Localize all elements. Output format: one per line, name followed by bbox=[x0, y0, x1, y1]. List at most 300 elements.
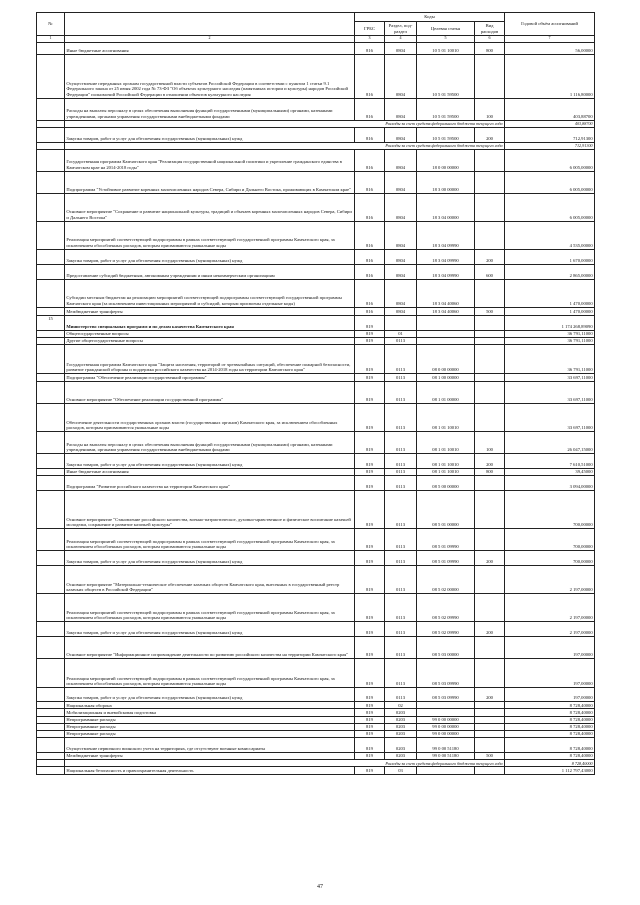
row-target-article: 08 5 03 09990 bbox=[417, 688, 475, 702]
row-sum: 8 728,40000 bbox=[505, 702, 595, 709]
row-expense-type bbox=[475, 723, 505, 730]
row-name: Министерство специальных программ и по делам казачества Камчатского края bbox=[65, 315, 355, 330]
row-expense-type bbox=[475, 476, 505, 491]
row-name: Государственная программа Камчатского края "Реализация государственной национальной политики и укрепление гражданского единства в Камчатском крае на 2014-2018 годы" bbox=[65, 149, 355, 171]
row-name: Основное мероприятие "Становление российского казачества, военно-патриотическое, духовно-нравственное и физическое воспитание казачьей молодежи, сохранение и развитие казачьей культуры" bbox=[65, 491, 355, 529]
row-sum: 712,91300 bbox=[505, 127, 595, 142]
row-target-article: 18 0 00 00000 bbox=[417, 149, 475, 171]
row-name: Непрограммные расходы bbox=[65, 730, 355, 737]
row-number bbox=[37, 453, 65, 468]
row-target-article: 08 1 01 10010 bbox=[417, 431, 475, 453]
table-row bbox=[37, 453, 595, 468]
row-expense-type bbox=[475, 171, 505, 193]
row-expense-type: 600 bbox=[475, 264, 505, 279]
table-row bbox=[37, 491, 595, 529]
row-grbs: 816 bbox=[355, 149, 385, 171]
row-name: Расходы на выплаты персоналу в целях обеспечения выполнения функций государственными (муниципальными) органами, казенными учреждениями, органами управления государственными внебюджетными фондами bbox=[65, 98, 355, 120]
row-name: Межбюджетные трансферты bbox=[65, 307, 355, 315]
row-sum: 8 728,40000 bbox=[505, 723, 595, 730]
row-razdel: 0113 bbox=[385, 403, 417, 431]
row-expense-type bbox=[475, 193, 505, 221]
header-cs: Целевая статья bbox=[417, 22, 475, 36]
table-row bbox=[37, 221, 595, 249]
table-note-row bbox=[37, 760, 595, 767]
row-number bbox=[37, 249, 65, 264]
row-sum: 36 791,11000 bbox=[505, 330, 595, 337]
row-name: Непрограммные расходы bbox=[65, 723, 355, 730]
table-row bbox=[37, 767, 595, 775]
row-grbs: 819 bbox=[355, 767, 385, 775]
row-target-article: 08 1 01 10010 bbox=[417, 453, 475, 468]
table-row bbox=[37, 431, 595, 453]
row-sum: 33 697,11000 bbox=[505, 403, 595, 431]
table-row bbox=[37, 753, 595, 760]
row-name: Реализация мероприятий соответствующей подпрограммы в рамках соответствующей государственной программы Камчатского края, за исключением обособленных расходов, которым присваиваются уникальные коды bbox=[65, 529, 355, 551]
table-row bbox=[37, 337, 595, 344]
row-name: Мобилизационная и вневойсковая подготовка bbox=[65, 709, 355, 716]
row-grbs: 819 bbox=[355, 453, 385, 468]
row-razdel: 0113 bbox=[385, 566, 417, 594]
row-number bbox=[37, 594, 65, 622]
table-row bbox=[37, 702, 595, 709]
table-row bbox=[37, 723, 595, 730]
table-row bbox=[37, 529, 595, 551]
row-razdel: 0113 bbox=[385, 688, 417, 702]
row-number bbox=[37, 551, 65, 566]
row-expense-type bbox=[475, 738, 505, 753]
table-note-row bbox=[37, 120, 595, 127]
page-number: 47 bbox=[317, 884, 323, 890]
table-row bbox=[37, 264, 595, 279]
row-target-article: 99 0 00 00000 bbox=[417, 716, 475, 723]
row-number bbox=[37, 54, 65, 98]
row-grbs: 819 bbox=[355, 659, 385, 688]
table-row bbox=[37, 637, 595, 659]
row-razdel: 0203 bbox=[385, 716, 417, 723]
row-razdel: 0113 bbox=[385, 373, 417, 381]
row-grbs: 819 bbox=[355, 688, 385, 702]
row-sum: 33 697,11000 bbox=[505, 373, 595, 381]
row-sum: 403,88700 bbox=[505, 98, 595, 120]
row-target-article: 08 5 03 09990 bbox=[417, 659, 475, 688]
note-text: Расходы за счет средств федерального бюджета текущего года bbox=[65, 760, 505, 767]
row-expense-type bbox=[475, 330, 505, 337]
row-expense-type: 800 bbox=[475, 42, 505, 54]
row-name: Другие общегосударственные вопросы bbox=[65, 337, 355, 344]
row-razdel: 0804 bbox=[385, 171, 417, 193]
row-grbs: 819 bbox=[355, 594, 385, 622]
row-name: Закупка товаров, работ и услуг для обеспечения государственных (муниципальных) нужд bbox=[65, 453, 355, 468]
row-expense-type bbox=[475, 279, 505, 307]
row-razdel: 0113 bbox=[385, 622, 417, 637]
column-index-cell: 5 bbox=[417, 36, 475, 43]
row-sum: 4 535,00000 bbox=[505, 221, 595, 249]
row-razdel: 0113 bbox=[385, 344, 417, 373]
table-row bbox=[37, 716, 595, 723]
table-row bbox=[37, 622, 595, 637]
table-row bbox=[37, 249, 595, 264]
row-razdel: 0203 bbox=[385, 709, 417, 716]
row-number bbox=[37, 723, 65, 730]
row-name: Закупка товаров, работ и услуг для обеспечения государственных (муниципальных) нужд bbox=[65, 249, 355, 264]
note-sum: 712,91300 bbox=[505, 142, 595, 149]
row-expense-type bbox=[475, 373, 505, 381]
row-number bbox=[37, 702, 65, 709]
row-number bbox=[37, 730, 65, 737]
table-row bbox=[37, 709, 595, 716]
row-number bbox=[37, 193, 65, 221]
row-target-article: 18 3 04 00000 bbox=[417, 193, 475, 221]
row-target-article: 18 3 04 09990 bbox=[417, 249, 475, 264]
table-row bbox=[37, 468, 595, 475]
row-number bbox=[37, 753, 65, 760]
row-number bbox=[37, 476, 65, 491]
column-index-cell: 3 bbox=[355, 36, 385, 43]
row-razdel: 0804 bbox=[385, 127, 417, 142]
row-sum: 2 197,00000 bbox=[505, 594, 595, 622]
row-expense-type: 200 bbox=[475, 622, 505, 637]
table-row bbox=[37, 688, 595, 702]
row-grbs: 819 bbox=[355, 330, 385, 337]
row-number bbox=[37, 307, 65, 315]
row-grbs: 816 bbox=[355, 42, 385, 54]
row-name: Предоставление субсидий бюджетным, автономным учреждениям и иным некоммерческим организациям bbox=[65, 264, 355, 279]
table-row bbox=[37, 566, 595, 594]
row-target-article: 10 5 01 59500 bbox=[417, 127, 475, 142]
row-grbs: 819 bbox=[355, 551, 385, 566]
row-grbs: 819 bbox=[355, 315, 385, 330]
row-grbs: 816 bbox=[355, 193, 385, 221]
row-expense-type: 200 bbox=[475, 127, 505, 142]
row-target-article: 08 5 01 09990 bbox=[417, 529, 475, 551]
row-expense-type: 200 bbox=[475, 551, 505, 566]
row-razdel: 0113 bbox=[385, 468, 417, 475]
row-number bbox=[37, 738, 65, 753]
header-total: Годовой объём ассигнований bbox=[505, 13, 595, 36]
row-number bbox=[37, 637, 65, 659]
row-sum: 6 005,00000 bbox=[505, 193, 595, 221]
row-razdel: 0804 bbox=[385, 54, 417, 98]
row-grbs: 819 bbox=[355, 566, 385, 594]
row-expense-type bbox=[475, 702, 505, 709]
row-grbs: 819 bbox=[355, 373, 385, 381]
row-number bbox=[37, 431, 65, 453]
row-expense-type bbox=[475, 767, 505, 775]
row-sum: 2 197,00000 bbox=[505, 622, 595, 637]
table-row bbox=[37, 551, 595, 566]
row-expense-type bbox=[475, 381, 505, 403]
row-razdel: 0113 bbox=[385, 594, 417, 622]
row-expense-type: 100 bbox=[475, 98, 505, 120]
row-name: Основное мероприятие "Сохранение и развитие национальной культуры, традиций и обычаев коренных малочисленных народов Севера, Сибири и Дальнего Востока" bbox=[65, 193, 355, 221]
row-razdel: 0113 bbox=[385, 529, 417, 551]
table-row bbox=[37, 344, 595, 373]
table-row bbox=[37, 315, 595, 330]
row-grbs: 816 bbox=[355, 264, 385, 279]
row-target-article: 08 1 01 10010 bbox=[417, 468, 475, 475]
row-sum: 700,00000 bbox=[505, 551, 595, 566]
column-index-cell: 4 bbox=[385, 36, 417, 43]
row-grbs: 816 bbox=[355, 279, 385, 307]
row-grbs: 816 bbox=[355, 249, 385, 264]
row-razdel: 01 bbox=[385, 330, 417, 337]
row-razdel: 0113 bbox=[385, 659, 417, 688]
row-target-article: 08 5 02 09990 bbox=[417, 622, 475, 637]
row-name: Межбюджетные трансферты bbox=[65, 753, 355, 760]
row-sum: 56,00000 bbox=[505, 42, 595, 54]
row-name: Подпрограмма "Обеспечение реализации государственной программы" bbox=[65, 373, 355, 381]
row-razdel: 0804 bbox=[385, 42, 417, 54]
row-number bbox=[37, 468, 65, 475]
row-name: Закупка товаров, работ и услуг для обеспечения государственных (муниципальных) нужд bbox=[65, 688, 355, 702]
row-number bbox=[37, 659, 65, 688]
row-number bbox=[37, 149, 65, 171]
row-target-article: 08 5 00 00000 bbox=[417, 476, 475, 491]
row-name: Государственная программа Камчатского края "Защита населения, территорий от чрезвычайных ситуаций, обеспечение пожарной безопасности, развитие гражданской обороны и поддержка российского казачества на 2014-2018 годы на территории Камчатского края" bbox=[65, 344, 355, 373]
row-target-article: 10 5 01 59500 bbox=[417, 54, 475, 98]
table-row bbox=[37, 381, 595, 403]
row-sum: 197,00000 bbox=[505, 637, 595, 659]
row-grbs: 819 bbox=[355, 491, 385, 529]
row-name: Реализация мероприятий соответствующей подпрограммы в рамках соответствующей государственной программы Камчатского края, за исключением обособленных расходов, которым присваиваются уникальные коды bbox=[65, 594, 355, 622]
table-row bbox=[37, 738, 595, 753]
row-sum: 3 094,00000 bbox=[505, 476, 595, 491]
row-number bbox=[37, 127, 65, 142]
row-target-article: 99 0 00 51180 bbox=[417, 753, 475, 760]
table-row bbox=[37, 149, 595, 171]
header-codes: Коды bbox=[355, 13, 505, 22]
row-target-article: 10 5 01 10010 bbox=[417, 42, 475, 54]
row-target-article: 08 0 00 00000 bbox=[417, 344, 475, 373]
row-expense-type bbox=[475, 637, 505, 659]
row-sum: 7 610,51000 bbox=[505, 453, 595, 468]
row-razdel: 0804 bbox=[385, 307, 417, 315]
note-empty-cell bbox=[37, 142, 65, 149]
row-sum: 8 728,40000 bbox=[505, 738, 595, 753]
row-expense-type: 100 bbox=[475, 431, 505, 453]
table-row bbox=[37, 476, 595, 491]
row-sum: 6 005,00000 bbox=[505, 149, 595, 171]
row-target-article: 08 1 00 00000 bbox=[417, 373, 475, 381]
row-expense-type bbox=[475, 344, 505, 373]
row-name: Подпрограмма "Устойчивое развитие коренных малочисленных народов Севера, Сибири и Дальнего Востока, проживающих в Камчатском крае" bbox=[65, 171, 355, 193]
note-empty-cell bbox=[37, 120, 65, 127]
row-grbs: 819 bbox=[355, 468, 385, 475]
row-grbs: 816 bbox=[355, 54, 385, 98]
row-sum: 36 791,11000 bbox=[505, 337, 595, 344]
row-razdel: 0804 bbox=[385, 193, 417, 221]
row-grbs: 819 bbox=[355, 723, 385, 730]
row-razdel: 0113 bbox=[385, 637, 417, 659]
row-razdel: 03 bbox=[385, 767, 417, 775]
row-razdel: 0804 bbox=[385, 149, 417, 171]
row-expense-type bbox=[475, 716, 505, 723]
row-sum: 1 174 268,89090 bbox=[505, 315, 595, 330]
row-name: Закупка товаров, работ и услуг для обеспечения государственных (муниципальных) нужд bbox=[65, 622, 355, 637]
row-number bbox=[37, 688, 65, 702]
table-row bbox=[37, 54, 595, 98]
row-name: Субсидии местным бюджетам на реализацию мероприятий соответствующей подпрограммы соответствующей государственной программы Камчатского края (за исключением инвестиционных мероприятий и субсидий, которым присвоены отдельные коды) bbox=[65, 279, 355, 307]
row-name: Иные бюджетные ассигнования bbox=[65, 468, 355, 475]
row-expense-type bbox=[475, 149, 505, 171]
row-name: Закупка товаров, работ и услуг для обеспечения государственных (муниципальных) нужд bbox=[65, 551, 355, 566]
note-sum: 8 728,40000 bbox=[505, 760, 595, 767]
row-number bbox=[37, 529, 65, 551]
row-grbs: 816 bbox=[355, 221, 385, 249]
header-razdel: Раздел, под-раздел bbox=[385, 22, 417, 36]
row-number bbox=[37, 403, 65, 431]
column-index-row bbox=[37, 36, 595, 43]
row-grbs: 816 bbox=[355, 127, 385, 142]
row-target-article: 08 5 01 09990 bbox=[417, 551, 475, 566]
table-row bbox=[37, 307, 595, 315]
row-sum: 8 728,40000 bbox=[505, 709, 595, 716]
row-name: Национальная безопасность и правоохранительная деятельность bbox=[65, 767, 355, 775]
row-name: Национальная оборона bbox=[65, 702, 355, 709]
row-sum: 1 470,00000 bbox=[505, 307, 595, 315]
column-index-cell: 6 bbox=[475, 36, 505, 43]
row-name: Общегосударственные вопросы bbox=[65, 330, 355, 337]
row-target-article: 08 5 03 00000 bbox=[417, 637, 475, 659]
row-name: Осуществление первичного воинского учета на территориях, где отсутствуют военные комиссариаты bbox=[65, 738, 355, 753]
row-grbs: 819 bbox=[355, 403, 385, 431]
row-sum: 1 112 797,43000 bbox=[505, 767, 595, 775]
row-sum: 6 005,00000 bbox=[505, 171, 595, 193]
row-sum: 700,00000 bbox=[505, 491, 595, 529]
row-target-article: 18 3 04 40060 bbox=[417, 279, 475, 307]
row-razdel: 0113 bbox=[385, 476, 417, 491]
row-razdel: 0113 bbox=[385, 551, 417, 566]
row-sum: 2 865,00000 bbox=[505, 264, 595, 279]
row-grbs: 819 bbox=[355, 381, 385, 403]
row-target-article: 08 1 01 00000 bbox=[417, 381, 475, 403]
row-grbs: 819 bbox=[355, 622, 385, 637]
row-name: Основное мероприятие "Информационное сопровождение деятельности по развитию российского казачества на территории Камчатского края" bbox=[65, 637, 355, 659]
row-grbs: 816 bbox=[355, 171, 385, 193]
row-razdel: 0203 bbox=[385, 753, 417, 760]
table-row bbox=[37, 730, 595, 737]
row-grbs: 819 bbox=[355, 337, 385, 344]
budget-page bbox=[36, 12, 594, 775]
row-razdel: 0113 bbox=[385, 381, 417, 403]
row-expense-type bbox=[475, 221, 505, 249]
row-expense-type bbox=[475, 730, 505, 737]
row-target-article bbox=[417, 702, 475, 709]
row-sum: 8 728,40000 bbox=[505, 753, 595, 760]
row-sum: 33 697,11000 bbox=[505, 381, 595, 403]
row-number: 15 bbox=[37, 315, 65, 330]
row-number bbox=[37, 344, 65, 373]
row-number bbox=[37, 171, 65, 193]
row-name: Обеспечение деятельности государственных органов власти (государственных органов) Камчатского края, за исключением обособленных расходов, которым присваиваются уникальные коды bbox=[65, 403, 355, 431]
row-expense-type: 500 bbox=[475, 753, 505, 760]
row-name: Осуществление переданных органам государственной власти субъектов Российской Федерации в соответствии с пунктом 1 статьи 9.1 Федерального закона от 25 июня 2002 года № 73-ФЗ "Об объектах культурного наследия (памятниках истории и культуры) народов Российской Федерации" полномочий Российской Федерации в отношении объектов культурного наследия bbox=[65, 54, 355, 98]
note-text: Расходы за счет средств федерального бюджета текущего года bbox=[65, 142, 505, 149]
table-row bbox=[37, 330, 595, 337]
row-sum: 36 791,11000 bbox=[505, 344, 595, 373]
row-expense-type bbox=[475, 566, 505, 594]
header-num: № bbox=[37, 13, 65, 36]
column-index-cell: 7 bbox=[505, 36, 595, 43]
row-sum: 39,45000 bbox=[505, 468, 595, 475]
row-name: Основное мероприятие "Обеспечение реализации государственной программы" bbox=[65, 381, 355, 403]
row-name: Иные бюджетные ассигнования bbox=[65, 42, 355, 54]
table-row bbox=[37, 403, 595, 431]
row-target-article: 18 3 04 09990 bbox=[417, 221, 475, 249]
row-expense-type bbox=[475, 491, 505, 529]
row-number bbox=[37, 337, 65, 344]
note-empty-cell bbox=[37, 760, 65, 767]
table-row bbox=[37, 42, 595, 54]
row-grbs: 816 bbox=[355, 307, 385, 315]
row-grbs: 819 bbox=[355, 637, 385, 659]
row-target-article: 99 0 00 00000 bbox=[417, 730, 475, 737]
row-number bbox=[37, 42, 65, 54]
row-sum: 700,00000 bbox=[505, 529, 595, 551]
table-body bbox=[37, 42, 595, 775]
row-sum: 197,00000 bbox=[505, 688, 595, 702]
row-number bbox=[37, 622, 65, 637]
row-target-article: 08 5 02 00000 bbox=[417, 566, 475, 594]
row-expense-type bbox=[475, 54, 505, 98]
row-razdel: 0804 bbox=[385, 221, 417, 249]
table-row bbox=[37, 127, 595, 142]
row-sum: 197,00000 bbox=[505, 659, 595, 688]
budget-table bbox=[36, 12, 595, 775]
row-target-article: 18 3 00 00000 bbox=[417, 171, 475, 193]
row-number bbox=[37, 716, 65, 723]
row-name: Непрограммные расходы bbox=[65, 716, 355, 723]
row-number bbox=[37, 373, 65, 381]
row-expense-type: 200 bbox=[475, 453, 505, 468]
table-row bbox=[37, 373, 595, 381]
row-target-article: 08 5 01 00000 bbox=[417, 491, 475, 529]
row-expense-type: 800 bbox=[475, 468, 505, 475]
row-razdel: 02 bbox=[385, 702, 417, 709]
row-name: Расходы на выплаты персоналу в целях обеспечения выполнения функций государственными (муниципальными) органами, казенными учреждениями, органами управления государственными внебюджетными фондами bbox=[65, 431, 355, 453]
row-razdel bbox=[385, 315, 417, 330]
table-row bbox=[37, 279, 595, 307]
row-razdel: 0804 bbox=[385, 249, 417, 264]
table-row bbox=[37, 171, 595, 193]
row-sum: 1 116,80000 bbox=[505, 54, 595, 98]
row-expense-type bbox=[475, 709, 505, 716]
table-note-row bbox=[37, 142, 595, 149]
row-razdel: 0203 bbox=[385, 723, 417, 730]
row-target-article: 18 3 04 09990 bbox=[417, 264, 475, 279]
row-grbs: 819 bbox=[355, 431, 385, 453]
row-grbs: 819 bbox=[355, 738, 385, 753]
row-expense-type bbox=[475, 659, 505, 688]
row-razdel: 0804 bbox=[385, 279, 417, 307]
row-razdel: 0113 bbox=[385, 431, 417, 453]
row-number bbox=[37, 279, 65, 307]
row-grbs: 819 bbox=[355, 709, 385, 716]
row-target-article bbox=[417, 337, 475, 344]
table-row bbox=[37, 594, 595, 622]
row-target-article bbox=[417, 767, 475, 775]
row-expense-type bbox=[475, 403, 505, 431]
row-target-article: 99 0 00 51180 bbox=[417, 738, 475, 753]
row-grbs: 819 bbox=[355, 753, 385, 760]
row-number bbox=[37, 566, 65, 594]
row-name: Реализация мероприятий соответствующей подпрограммы в рамках соответствующей государственной программы Камчатского края, за исключением обособленных расходов, которым присваиваются уникальные коды bbox=[65, 221, 355, 249]
row-name: Реализация мероприятий соответствующей подпрограммы в рамках соответствующей государственной программы Камчатского края, за исключением обособленных расходов, которым присваиваются уникальные коды bbox=[65, 659, 355, 688]
row-number bbox=[37, 221, 65, 249]
row-target-article: 10 5 01 59500 bbox=[417, 98, 475, 120]
table-row bbox=[37, 98, 595, 120]
row-expense-type: 200 bbox=[475, 249, 505, 264]
